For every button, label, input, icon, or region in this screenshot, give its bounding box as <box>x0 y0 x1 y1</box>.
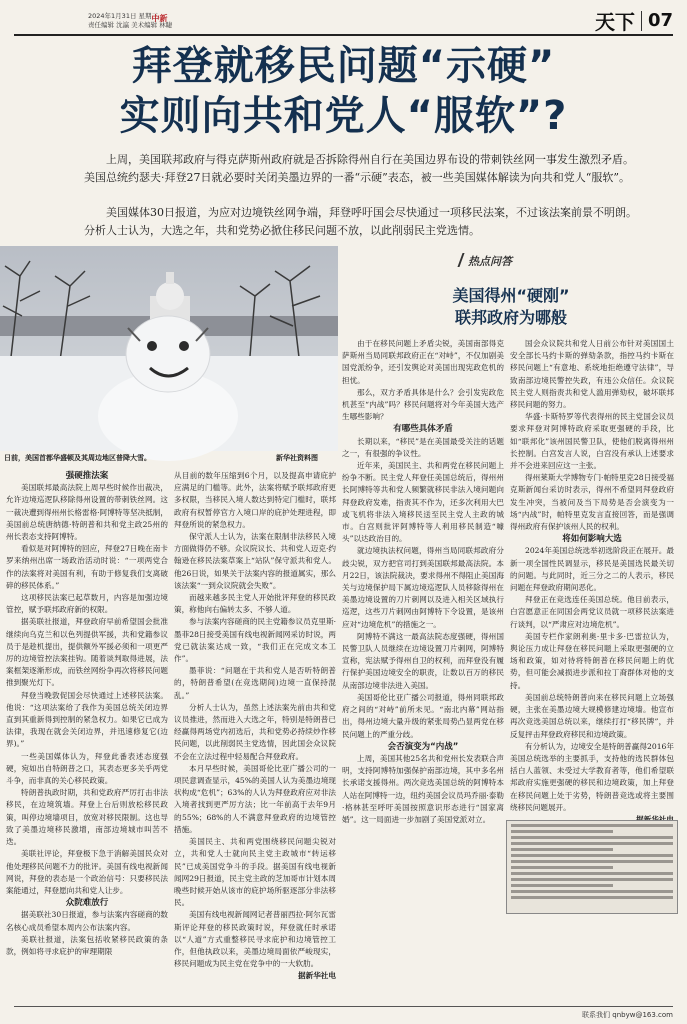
article-column-4 <box>510 338 674 816</box>
article-column-1 <box>6 470 168 1004</box>
ad-line <box>511 824 673 827</box>
section-header <box>595 6 673 35</box>
paragraph: 据美联社30日报道，参与法案内容磋商的数名核心成员希望本周内公布法案内容。 <box>6 910 168 932</box>
header-rule <box>14 34 673 36</box>
paragraph: 就边境执法权问题，得州当局同联邦政府分歧尖锐，双方把官司打到美国联邦最高法院。本月22日，该法院裁决，要求得州不得阻止美国海关与边境保护局下属边境巡逻队人员移除得州在美墨边境设置的刀片刺网以及进入相关区域执行巡逻，这些刀片刺网由阿博特下令设置，是该州应对“边境危机”的措施之一。 <box>342 546 504 629</box>
paragraph: 墨菲说：“问题在于共和党人是否听特朗普的，特朗普希望(在竞选期间)边境一直保持混乱。” <box>174 666 336 700</box>
ad-line <box>511 896 673 899</box>
header-date-editor: 2024年1月31日 星期三 责任编辑 沈瀛 美术编辑 林睫 <box>88 12 173 29</box>
paragraph: 从目前的数年压缩到6个月，以及提高申请庇护应满足的门槛等。此外，法案将赋予联邦政府更多权限，当移民入境人数达到特定门槛时，联邦政府有权暂停官方入境口岸的庇护处理进程，即拜登所说的紧急权力。 <box>174 471 336 529</box>
snowman-photo <box>0 246 338 451</box>
paragraph: 美国专栏作家朗利奥·里卡多·巴雷拉认为，舆论压力成让拜登在移民问题上采取更强硬的立场和政策，如对待将特朗普在移民问题上的优势，但可能会减损进步派和拉丁裔群体对他的支持。 <box>510 631 674 690</box>
newspaper-logo: 中新 <box>151 14 168 23</box>
paragraph: 有分析认为，边境安全是特朗普赢得2016年美国总统选举的主要抓手，支持他的选民群体包括白人蓝领、未受过大学教育者等，他们希望联邦政府实施更强硬的移民和边境政策，加上拜登在移民问题上处于劣势，特朗普竞选或将主要围绕移民问题展开。 <box>510 741 674 812</box>
subheading: 将如何影响大选 <box>562 534 622 545</box>
subheading: 有哪些具体矛盾 <box>393 424 453 435</box>
lead-paragraph-1: 上周，美国联邦政府与得克萨斯州政府就是否拆除得州自行在美国边界布设的带刺铁丝网一事发生激烈矛盾。美国总统约瑟夫·拜登27日就必要时关闭美墨边界的一番“示硬”表态，被一些美国媒体解读为向共和党人“服软”。 <box>84 153 634 184</box>
qa-title-line-2: 联邦政府为哪般 <box>454 308 567 327</box>
paragraph: 长期以来，“移民”是在美国最受关注的话题之一，有很强的争议性。 <box>342 436 504 458</box>
paragraph: 看似是对阿博特的回应，拜登27日晚在南卡罗来纳州出席一场政治活动时说：“一项两党合作的法案将对美国有利，有助于修复我们支离破碎的移民体系。” <box>6 544 168 590</box>
ad-line <box>511 854 673 857</box>
paragraph: 美联社报道，法案包括收紧移民政策的条款，例如将寻求庇护的审理期限 <box>6 934 168 956</box>
lead-paragraph-2: 美国媒体30日报道，为应对边境铁丝网争端，拜登呼吁国会尽快通过一项移民法案，不过该法案前景不明朗。分析人士认为，大选之年，共和党势必掀住移民问题不放，以此削弱民主党选情。 <box>84 206 637 237</box>
paragraph: 美国有线电视新闻网记者普丽西拉·阿尔瓦雷斯评论拜登的移民政策时说，拜登就任时承诺以“人道”方式重整移民寻求庇护和边境管控工作，但他执政以来，美墨边境局面依严峻现实，移民问题成为民主党在党争中的一大软肋。 <box>174 910 336 969</box>
paragraph: 据美联社报道，拜登政府早前希望国会批准继续向乌克兰和以色列提供军援，共和党籍参议员于是趁机提出，提供额外军援必须和一项更严厉的边境管控法案挂钩。随着谈判取得进展，法案框架逐渐形成，而铁丝网纷争再次将移民问题推到聚光灯下。 <box>6 617 168 688</box>
paragraph: 得州莱斯大学博物专门·帕特里克28日接受福克斯新闻台采访时表示，得州不希望同拜登政府发生冲突，当被问及当下局势是否会演变为一场“内战”时，帕特里克发言直接回答，而是强调得州政府有保护该州人民的权利。 <box>510 473 674 532</box>
paragraph: 而越来越多民主党人开始批评拜登的移民政策，称他向右偏转太多、不够人道。 <box>174 593 336 615</box>
paragraph: 特朗普执政时期，共和党政府严厉打击非法移民，在边境筑墙。拜登上台后则放松移民政策，叫停边境墙项目，放宽对移民限制。这也导致了美墨边境移民激增，南部边境城市叫苦不迭。 <box>6 788 168 847</box>
ad-line <box>511 848 613 851</box>
footer-contact: 联系我们 qnbyw@163.com <box>582 1011 673 1019</box>
qa-title-line-1: 美国得州“硬刚” <box>452 286 570 305</box>
paragraph: 那么，双方矛盾具体是什么？会引发宪政危机甚至“内战”吗？移民问题将对今年美国大选产生哪些影响？ <box>342 387 504 422</box>
ad-line <box>511 890 673 893</box>
paragraph: 美国民主、共和两党围绕移民问题尖锐对立，共和党人士就向民主党主政城市“转运移民”已成美国党争斗的手段。据美国有线电视新闻网29日报道，民主党主政的芝加哥市计划本周晚些时候开始从该市的庇护场所驱逐部分非法移民。 <box>174 837 336 908</box>
paragraph: 美联社评论，拜登极下急于消解美国民众对他处理移民问题不力的批评。美国有线电视新闻网说，拜登的表态是一个政治信号：只要移民法案能通过，拜登愿向共和党人让步。 <box>6 849 168 895</box>
paragraph: 国会众议院共和党人日前公布针对美国国土安全部长马约卡斯的弹劾条款，指控马约卡斯在移民问题上“有意地、系统地拒绝遵守法律”，导致南部边境民警控失政，有违公众信任。众议院民主党人则指责共和党人滥用弹劾权，破坏联邦移民问题的努力。 <box>510 339 674 410</box>
paragraph: 由于在移民问题上矛盾尖锐，美国南部得克萨斯州当局同联邦政府正在“对峙”，不仅加剧美国党派纷争，还引发舆论对美国出现宪政危机的担忧。 <box>342 339 504 385</box>
paragraph: 拜登当晚敦促国会尽快通过上述移民法案。他说：“这项法案给了我作为美国总统关闭边界直到其重新得到控制的紧急权力。如果它已成为法律，我现在就会关闭边界，并迅速修复它(边界)。” <box>6 690 168 749</box>
paragraph: 美国前总统特朗普向来在移民问题上立场强硬，主张在美墨边境大规模修建边境墙。他宣布再次竞选美国总统以来，继续打打“移民牌”，并反复抨击拜登政府移民和边境政策。 <box>510 692 674 739</box>
article-column-3 <box>342 338 504 1002</box>
paragraph: 本月早些时候，美国哥伦比亚广播公司的一项民意调查显示，45%的美国人认为美墨边境现状构成“危机”；63%的人认为拜登政府应对非法入境者找到更严厉方法；比一年前高于去年9月的55%；68%的人不满意拜登政府的边境管控措施。 <box>174 763 336 834</box>
ad-line <box>511 836 673 839</box>
article-column-2 <box>174 470 336 1004</box>
paragraph: 一些美国媒体认为，拜登此番表述态度强硬，宛如出自特朗普之口，其表态更多关乎两党斗争，而非真的关心移民政策。 <box>6 751 168 786</box>
ad-line <box>511 884 613 887</box>
qa-section-label: 热点问答 <box>468 255 512 268</box>
classified-ads-block <box>506 820 678 914</box>
snow-scene-image <box>0 246 338 451</box>
ad-line <box>511 872 673 875</box>
photo-credit: 新华社资料图 <box>276 454 318 462</box>
ad-line <box>511 830 613 833</box>
paragraph: 上周，美国其他25名共和党州长发表联合声明，支持阿博特加强保护南部边境，其中多名州长承诺支援得州。两次竞选美国总统的阿博特本人站在阿博特一边，纽约美国会议员玛乔丽·泰勒·格林甚至呼吁美国按照意识形态进行“国家离婚”。这一局面进一步加剧了美国党派对立。 <box>342 753 504 824</box>
paragraph: 保守派人士认为，法案在限制非法移民入境方面做得仍不够。众议院议长、共和党人迈克·约翰逊在移民法案草案上“站队”保守派共和党人。他26日说，如果关于法案内容的报道属实，那么该法案“一到众议院就会失败”。 <box>174 532 336 590</box>
paragraph: 参与法案内容磋商的民主党籍参议员克里斯·墨菲28日接受美国有线电视新闻网采访时说，两党已就法案达成一致，“我们正在完成文本工作”。 <box>174 617 336 664</box>
paragraph: 拜登正在竞选连任美国总统。他目前表示，白宫愿意正在同国会两党议员就一项移民法案进行谈判，以“严肃应对边境危机”。 <box>510 595 674 629</box>
paragraph: 美国联邦最高法院上周早些时候作出裁决，允许边境巡逻队移除得州设置的带刺铁丝网。这一裁决遭到得州州长格雷格·阿博特等坚决抵制，美国前总统唐纳德·特朗普和共和党主政25州的州长表态支持阿博特。 <box>6 483 168 542</box>
paragraph: 阿博特不满这一最高法院态度强硬，得州国民警卫队人员继续在边境设置刀片刺网，阿博特宣称，宪法赋予得州自卫的权利，而拜登没有履行保护美国边境安全的职责，让数以百万的移民从南部边境非法进入美国。 <box>342 631 504 690</box>
ad-line <box>511 860 673 863</box>
subheading: 会否演变为“内战” <box>387 741 459 752</box>
paragraph: 美国哥伦比亚广播公司报道，得州同联邦政府之间的“对峙”前所未见。“南北内幕”网站指出，得州边境大量升级的紧张局势凸显两党在移民问题上的严重分歧。 <box>342 692 504 739</box>
subheading: 众院难放行 <box>65 898 109 909</box>
paragraph: 华盛·卡斯特罗等代表得州的民主党国会议员要求拜登对阿博特政府采取更强硬的手段，比如“联邦化”该州国民警卫队，使他们脱离得州州长控制。白宫发言人说，白宫没有承认上述要求并不会进来回应这一主张。 <box>510 412 674 471</box>
ad-line <box>511 842 673 845</box>
headline-line-1: 拜登就移民问题“示硬” <box>131 43 556 89</box>
paragraph: 近年来，美国民主、共和两党在移民问题上纷争不断。民主党人拜登任美国总统后，得州州长阿博特等共和党人频繁就移民非法入境问题向拜登政府发难，指责其不作为，还多次利用大巴或飞机将非法入境移民送至民主党人主政的城市。白宫则批评阿博特等人利用移民制造“噱头”以达政治目的。 <box>342 461 504 544</box>
subheading: 强硬推法案 <box>65 471 109 481</box>
ad-line <box>511 878 673 881</box>
headline-line-2: 实则向共和党人“服软”? <box>119 93 568 139</box>
section-name: 天下 <box>594 10 635 34</box>
byline: 据新华社电 <box>298 971 336 981</box>
header-divider <box>641 11 642 31</box>
footer-rule <box>14 1006 673 1007</box>
paragraph: 分析人士认为，虽然上述法案先前由共和党议员推进，然而进入大选之年，特别是特朗普已经赢得两场党内初选后，共和党势必持续炒作移民问题，以此削弱民主党选情，因此国会众议院不会在立法过程中轻易配合拜登政府。 <box>174 702 336 761</box>
page-number: 07 <box>647 10 673 31</box>
paragraph: 这项移民法案已起草数月，内容是加强边境管控，赋予联邦政府新的权限。 <box>6 593 168 615</box>
ad-line <box>511 866 613 869</box>
photo-caption: 日前，美国首都华盛顿及其周边地区普降大雪。 <box>4 454 151 462</box>
paragraph: 2024年美国总统选举初选阶段正在展开。最新一项全国性民调显示，移民是美国选民最关切的问题。与此同时，近三分之二的人表示，移民问题在拜登政府期间恶化。 <box>510 546 674 593</box>
